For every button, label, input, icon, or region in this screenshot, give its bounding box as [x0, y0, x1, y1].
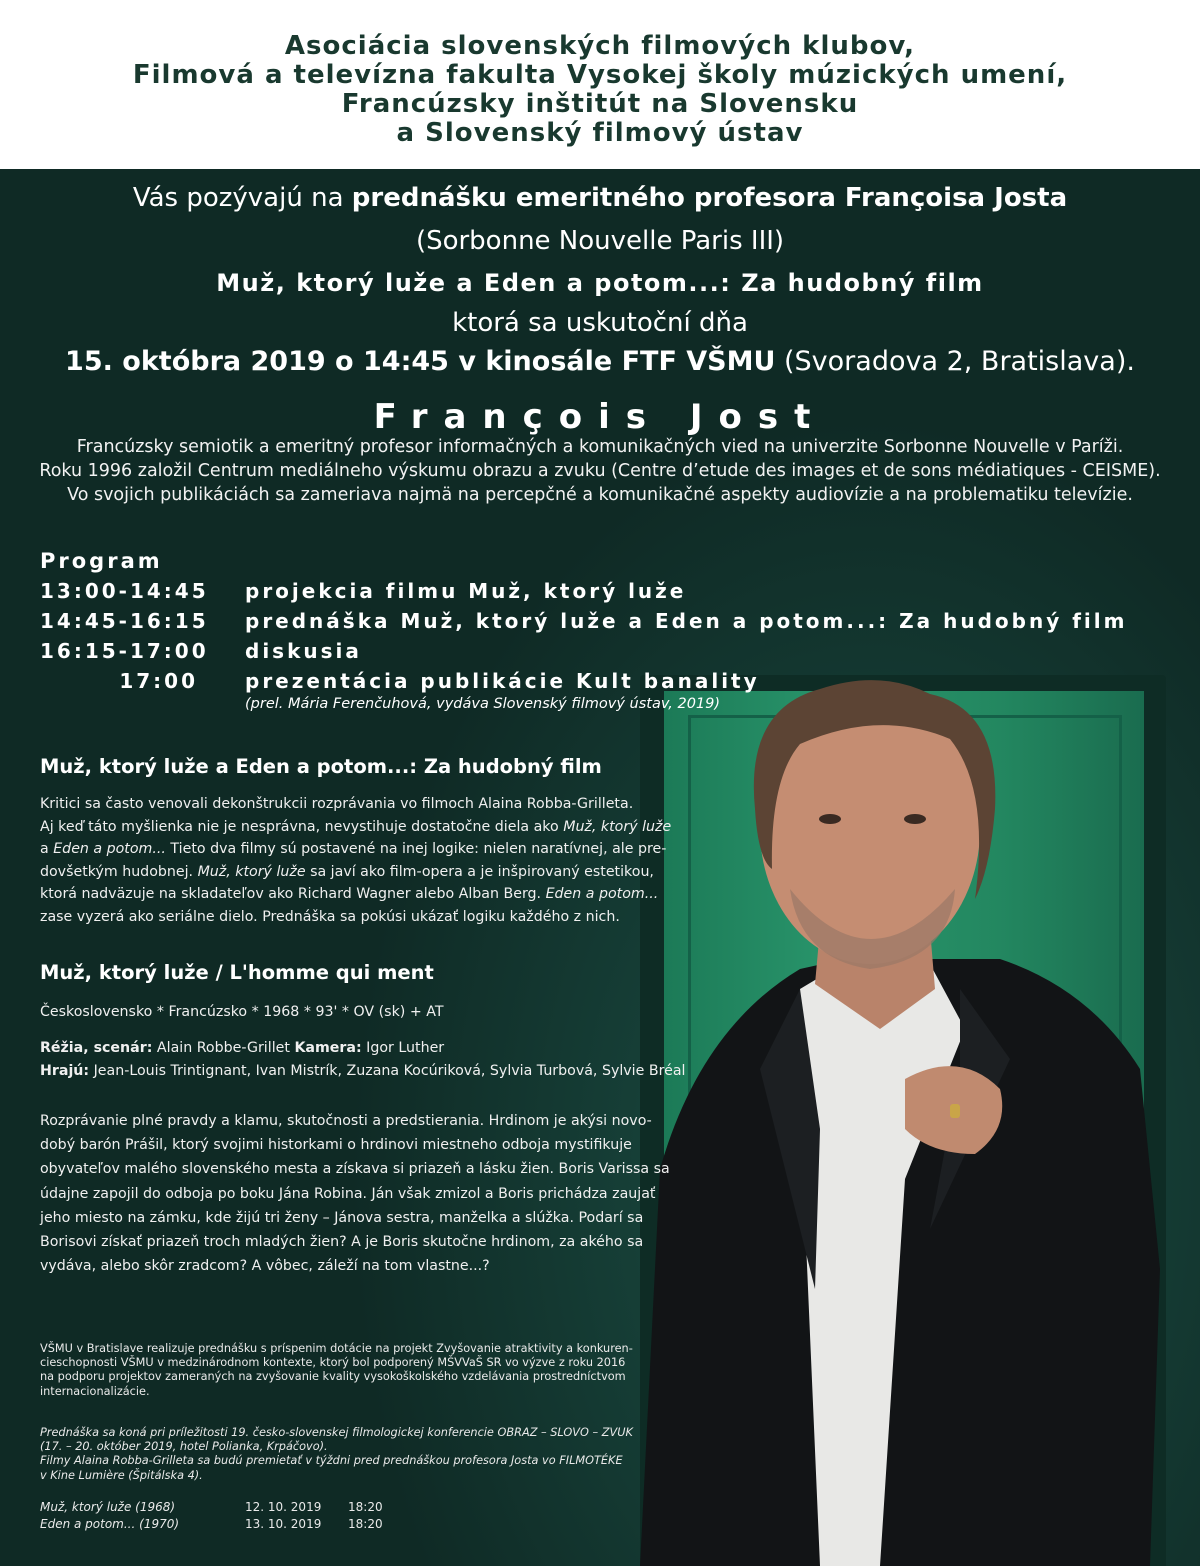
synopsis-line: údajne zapojil do odboja po boku Jána Robina. Ján však zmizol a Boris prichádza zaujať: [40, 1185, 656, 1202]
footnote-line: cieschopnosti VŠMU v medzinárodnom kontexte, ktorý bol podporený MŠVVaŠ SR vo výzve z roku 2016: [40, 1356, 626, 1370]
speaker-bio: [0, 435, 1200, 507]
organizer-line-1: Asociácia slovenských filmových klubov,: [284, 30, 916, 61]
screening-time: 18:20: [348, 1500, 383, 1514]
program-item: [40, 579, 687, 603]
film-meta: Československo * Francúzsko * 1968 * 93' * OV (sk) + AT: [40, 1004, 444, 1020]
bio-line: Francúzsky semiotik a emeritný profesor informačných a komunikačných vied na univerzite Sorbonne Nouvelle v Paríži.: [76, 437, 1124, 457]
program-time: 17:00: [119, 669, 198, 693]
footnote-line: VŠMU v Bratislave realizuje prednášku s príspenim dotácie na projekt Zvyšovanie atraktivity a konkuren-: [40, 1342, 633, 1355]
poster-body: [0, 169, 1200, 1566]
footnote-line: na podporu projektov zameraných na zvyšovanie kvality vysokoškolského vzdelávania prostredníctvom: [40, 1370, 626, 1384]
credits-line: Réžia, scenár: Alain Robbe-Grillet Kamera: Igor Luther: [40, 1040, 445, 1056]
credits-line: Hrajú: Jean-Louis Trintignant, Ivan Mistrík, Zuzana Kocúriková, Sylvia Turbová, Sylvie Bréal: [40, 1062, 686, 1079]
synopsis-line: Borisovi získať priazeň troch mladých žien? A je Boris skutočne hrdinom, za akého sa: [40, 1234, 644, 1251]
program-time: 13:00-14:45: [40, 579, 209, 603]
program-event: projekcia filmu Muž, ktorý luže: [245, 579, 687, 603]
invitation-line: [0, 183, 1200, 213]
funding-note: [40, 1342, 633, 1399]
bio-line: Vo svojich publikáciách sa zameriava najmä na percepčné a komunikačné aspekty audiovízie a na problematiku televízie.: [67, 485, 1133, 505]
university-line: (Sorbonne Nouvelle Paris III): [415, 226, 785, 256]
program-item: [40, 669, 760, 693]
footnote-line: internacionalizácie.: [40, 1384, 150, 1398]
program-time: 14:45-16:15: [40, 609, 209, 633]
screening-time: 18:20: [348, 1517, 383, 1531]
synopsis-line: vydáva, alebo skôr zradcom? A vôbec, záleží na tom vlastne...?: [40, 1258, 490, 1275]
lecture-section-title: Muž, ktorý luže a Eden a potom...: Za hudobný film: [40, 755, 602, 778]
program-item: [40, 639, 362, 663]
organizer-line-3: Francúzsky inštitút na Slovensku: [341, 88, 859, 119]
screening-date: 12. 10. 2019: [245, 1500, 322, 1514]
synopsis-line: jeho miesto na zámku, kde žijú tri ženy – Jánova sestra, manželka a slúžka. Podarí sa: [40, 1209, 644, 1226]
film-credits: [40, 1037, 685, 1082]
footnote-line: Filmy Alaina Robba-Grilleta sa budú premietať v týždni pred prednáškou profesora Josta vo FILMOTÉKE: [40, 1454, 623, 1468]
date-venue-line: [0, 346, 1200, 377]
program-event: diskusia: [245, 639, 362, 663]
synopsis-line: Rozprávanie plné pravdy a klamu, skutočnosti a predstierania. Hrdinom je akýsi novo-: [40, 1113, 652, 1129]
organizer-line-2: Filmová a televízna fakulta Vysokej školy múzických umení,: [132, 59, 1068, 90]
organizer-line-4: a Slovenský filmový ústav: [396, 117, 804, 148]
abstract-line: Aj keď táto myšlienka nie je nesprávna, nevystihuje dostatočne diela ako Muž, ktorý luže: [40, 818, 672, 835]
lecture-abstract: [40, 793, 671, 928]
organizers-header: [0, 0, 1200, 169]
bio-line: Roku 1996 založil Centrum mediálneho výskumu obrazu a zvuku (Centre d’etude des images et de sons médiatiques - CEISME).: [39, 461, 1161, 481]
abstract-line: dovšetkým hudobnej. Muž, ktorý luže sa javí ako film-opera a je inšpirovaný estetikou,: [40, 863, 654, 880]
conference-note: [40, 1426, 633, 1483]
program-time: 16:15-17:00: [40, 639, 209, 663]
date-bold: 15. októbra 2019 o 14:45 v kinosále FTF VŠMU: [65, 346, 776, 377]
screening-film: Muž, ktorý luže (1968): [40, 1500, 176, 1514]
speaker-name: François Jost: [373, 397, 827, 437]
program-item: [40, 609, 1128, 633]
program-event: prezentácia publikácie Kult banality: [245, 669, 760, 693]
footnote-line: Prednáška sa koná pri príležitosti 19. česko-slovenskej filmologickej konferencie OBRAZ – SLOVO – ZVUK: [40, 1426, 633, 1439]
program-event: prednáška Muž, ktorý luže a Eden a potom...: Za hudobný film: [245, 609, 1128, 633]
program-heading: Program: [40, 549, 163, 573]
takes-place-line: ktorá sa uskutoční dňa: [452, 308, 748, 338]
invite-prefix: Vás pozývajú na: [132, 183, 352, 213]
abstract-line: a Eden a potom... Tieto dva filmy sú postavené na inej logike: nielen naratívnej, ale pre-: [40, 841, 667, 857]
screening-film: Eden a potom... (1970): [40, 1517, 180, 1531]
abstract-line: zase vyzerá ako seriálne dielo. Prednáška sa pokúsi ukázať logiku každého z nich.: [40, 908, 620, 925]
publication-note: (prel. Mária Ferenčuhová, vydáva Slovenský filmový ústav, 2019): [245, 696, 721, 712]
screening-date: 13. 10. 2019: [245, 1517, 322, 1531]
abstract-line: Kritici sa často venovali dekonštrukcii rozprávania vo filmoch Alaina Robba-Grilleta.: [40, 796, 634, 812]
synopsis-line: dobý barón Prášil, ktorý svojimi historkami o hrdinovi miestneho odboja mystifikuje: [40, 1137, 632, 1154]
footnote-line: v Kine Lumière (Špitálska 4).: [40, 1468, 203, 1482]
address: (Svoradova 2, Bratislava).: [775, 346, 1135, 377]
film-section-title: Muž, ktorý luže / L'homme qui ment: [40, 961, 434, 984]
abstract-line: ktorá nadväzuje na skladateľov ako Richard Wagner alebo Alban Berg. Eden a potom...: [40, 886, 659, 902]
film-synopsis: [40, 1109, 670, 1278]
footnote-line: (17. – 20. október 2019, hotel Polianka, Krpáčovo).: [40, 1440, 328, 1454]
invite-bold: prednášku emeritného profesora Françoisa Josta: [351, 183, 1068, 213]
lecture-title: Muž, ktorý luže a Eden a potom...: Za hudobný film: [216, 269, 984, 297]
synopsis-line: obyvateľov malého slovenského mesta a získava si priazeň a lásku žien. Boris Varissa sa: [40, 1161, 670, 1178]
